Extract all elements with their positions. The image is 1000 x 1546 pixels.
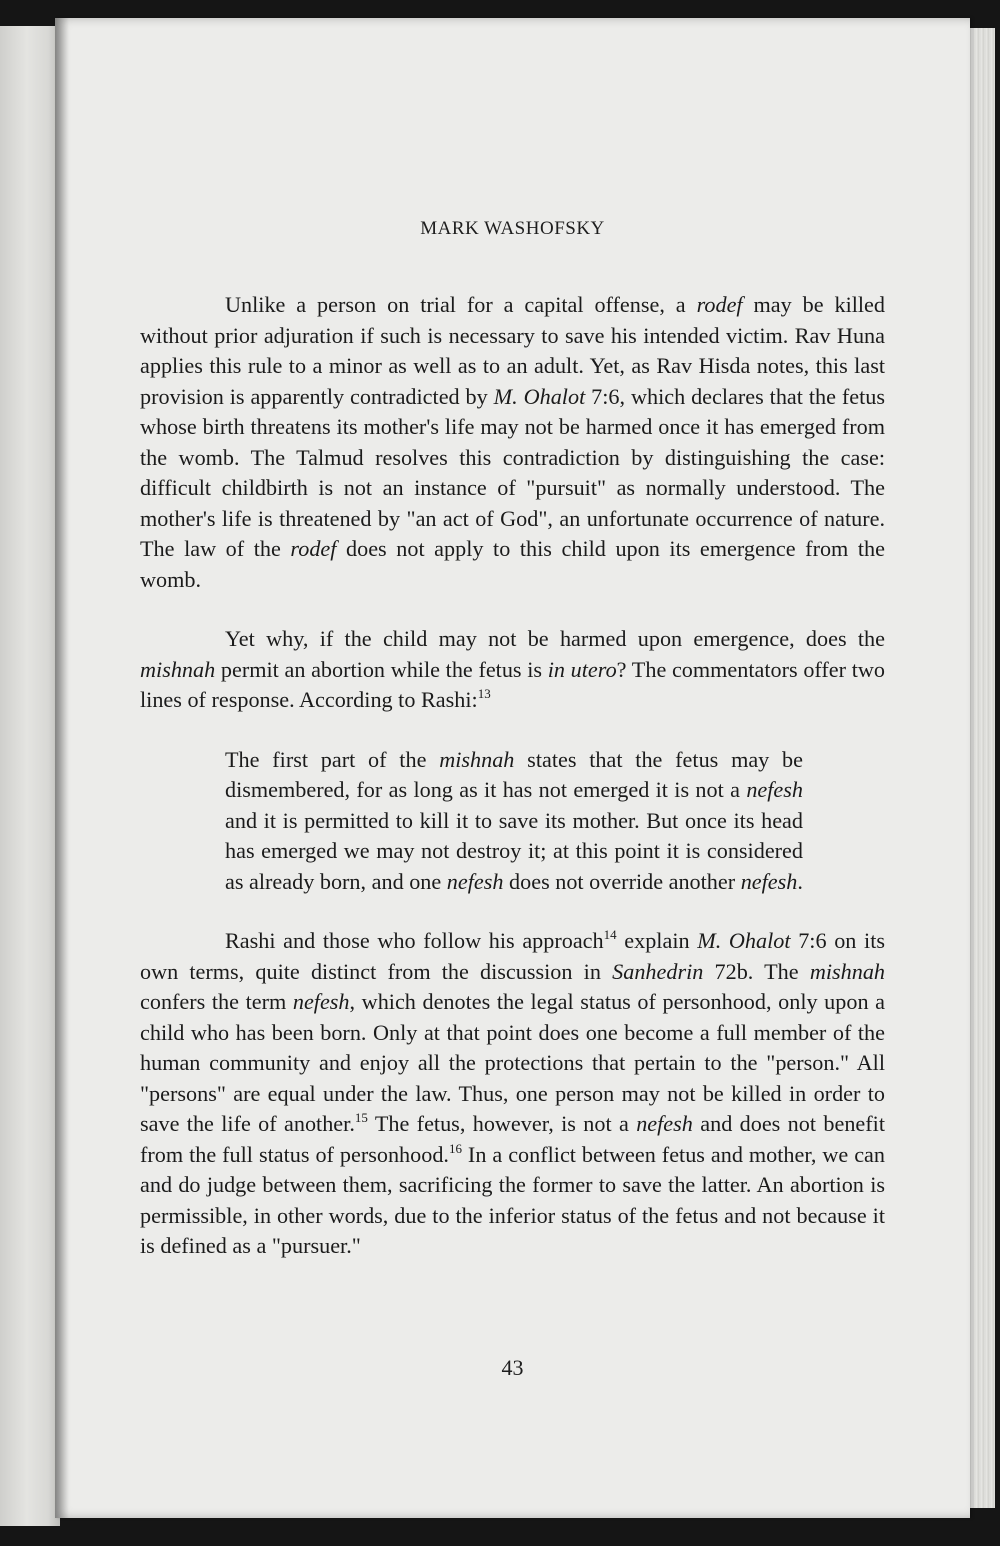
page-body	[140, 290, 885, 1262]
italic-term: M. Ohalot	[493, 383, 586, 409]
page-number: 43	[501, 1355, 524, 1380]
italic-term: mishnah	[140, 656, 216, 682]
italic-term: nefesh	[740, 868, 798, 894]
paragraph-2: Yet why, if the child may not be harmed upon emergence, does the mishnah permit an abortion while the fetus is in utero? The commentators offer two lines of response. According to Rashi:$^{13}$	[140, 626, 885, 712]
italic-term: M. Ohalot	[697, 928, 791, 953]
paragraph-1: Unlike a person on trial for a capital offense, a rodef may be killed without prior adjuration if such is necessary to save his intended victim. Rav Huna applies this rule to a minor as well as to an adult. Yet, as Rav Hisda notes, this last provision is apparently contradicted by M. Ohalot 7:6, which declares that the fetus whose birth threatens its mother's life may not be harmed once it has emerged from the womb. The Talmud resolves this contradiction by distinguishing the case: difficult childbirth is not an instance of "pursuit" as normally understood. The mother's life is threatened by "an act of God", an unfortunate occurrence of nature. The law of the rodef does not apply to this child upon its emergence from the womb.	[140, 292, 886, 592]
book-page	[55, 18, 970, 1518]
block-quote: The first part of the mishnah states that the fetus may be dismembered, for as long as it has not emerged it is not a nefesh and it is permitted to kill it to save its mother. But once its head has emerged we may not destroy it; at this point it is considered as already born, and one nefesh does not override another nefesh.	[225, 746, 803, 894]
footnote-marker: 16	[448, 1140, 462, 1156]
footnote-marker: 15	[354, 1110, 368, 1125]
italic-term: nefesh	[636, 1111, 693, 1136]
italic-term: nefesh	[446, 868, 504, 894]
italic-term: Sanhedrin	[612, 958, 704, 984]
italic-term: mishnah	[439, 746, 515, 772]
running-head: MARK WASHOFSKY	[420, 218, 605, 239]
italic-term: rodef	[290, 536, 337, 561]
previous-page-edge	[0, 26, 60, 1526]
italic-term: nefesh	[746, 777, 803, 802]
italic-term: nefesh	[292, 989, 350, 1014]
italic-term: mishnah	[809, 958, 886, 984]
italic-term: in utero	[547, 656, 617, 682]
italic-term: rodef	[696, 292, 743, 317]
footnote-marker: 14	[603, 927, 617, 942]
paragraph-3: Rashi and those who follow his approach$^{14}$ explain M. Ohalot 7:6 on its own terms, quite distinct from the discussion in Sanhedrin 72b. The mishnah confers the term nefesh, which denotes the legal status of personhood, only upon a child who has been born. Only at that point does one become a full member of the human community and enjoy all the protections that pertain to the "person." All "persons" are equal under the law. Thus, one person may not be killed in order to save the life of another.$^{15}$ The fetus, however, is not a nefesh and does not benefit from the full status of personhood.$^{16}$ In a conflict between fetus and mother, we can and do judge between them, sacrificing the former to save the latter. An abortion is permissible, in other words, due to the inferior status of the fetus and not because it is defined as a "pursuer."	[140, 927, 886, 1258]
footnote-marker: 13	[477, 686, 491, 701]
